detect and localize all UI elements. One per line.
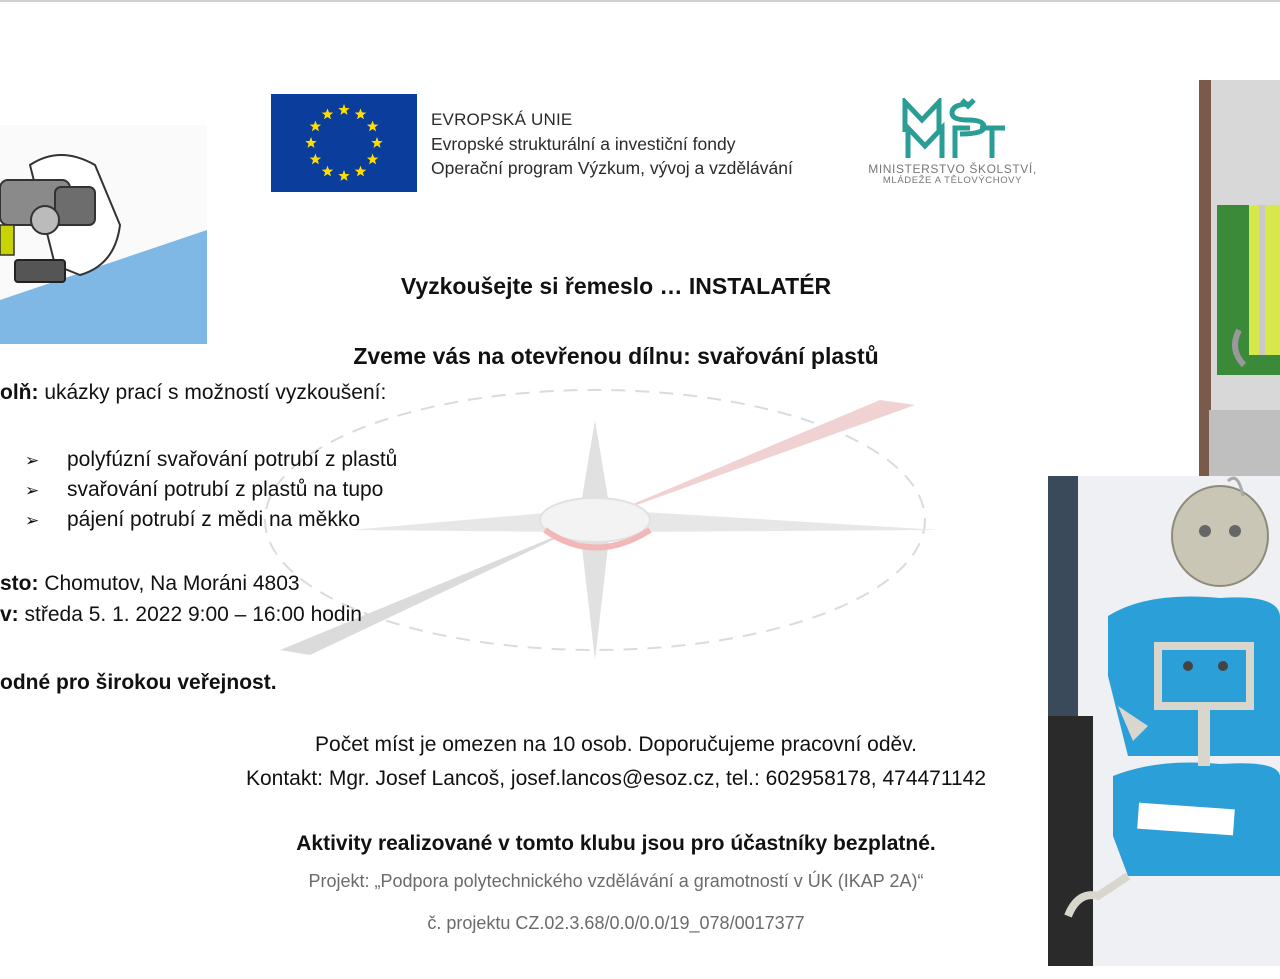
- top-border: [0, 0, 1280, 2]
- eu-star-icon: [310, 154, 321, 165]
- time-value: středa 5. 1. 2022 9:00 – 16:00 hodin: [18, 603, 362, 626]
- eu-star-icon: [355, 166, 366, 177]
- contact-line: Kontakt: Mgr. Josef Lancoš, josef.lancos@esoz.cz, tel.: 602958178, 474471142: [245, 767, 987, 790]
- content-label: olň:: [0, 381, 39, 404]
- poster-subtitle: Zveme vás na otevřenou dílnu: svařování plastů: [353, 343, 879, 369]
- pipe-robot-photo: [1048, 476, 1280, 966]
- arrow-bullet-icon: ➢: [25, 481, 40, 500]
- poster-title: Vyzkoušejte si řemeslo … INSTALATÉR: [400, 273, 832, 299]
- msmt-line2: MLÁDEŽE A TĚLOVÝCHOVY: [882, 175, 1023, 186]
- eu-logo-text: [431, 108, 793, 180]
- capacity-note: Počet míst je omezen na 10 osob. Doporučujeme pracovní oděv.: [315, 733, 917, 756]
- time-label: v:: [0, 603, 19, 626]
- eu-star-icon: [338, 104, 349, 115]
- eu-star-icon: [305, 137, 316, 148]
- place-value: Chomutov, Na Moráni 4803: [38, 572, 300, 595]
- welding-illustration: [0, 125, 207, 344]
- list-item: ➢ pájení potrubí z mědi na měkko: [25, 505, 397, 535]
- eu-star-icon: [367, 154, 378, 165]
- msmt-line1: MINISTERSTVO ŠKOLSTVÍ,: [868, 162, 1037, 176]
- eu-programme-line: Operační program Výzkum, vývoj a vzdělávání: [431, 158, 793, 178]
- eu-heading: EVROPSKÁ UNIE: [431, 110, 573, 129]
- eu-star-icon: [371, 137, 382, 148]
- project-number: č. projektu CZ.02.3.68/0.0/0.0/19_078/0017377: [427, 913, 805, 933]
- arrow-bullet-icon: ➢: [25, 511, 40, 530]
- list-item: ➢ polyfúzní svařování potrubí z plastů: [25, 445, 397, 475]
- msmt-logo-text: [850, 163, 1055, 187]
- eu-funds-line: Evropské strukturální a investiční fondy: [431, 134, 736, 154]
- eu-flag-logo: [271, 94, 417, 192]
- arrow-bullet-icon: ➢: [25, 451, 40, 470]
- compass-watermark: [180, 380, 1040, 730]
- place-line: [0, 571, 300, 597]
- msmt-logo-icon: [900, 98, 1010, 160]
- free-note: Aktivity realizované v tomto klubu jsou pro účastníky bezplatné.: [296, 832, 936, 855]
- eu-star-icon: [355, 108, 366, 119]
- eu-star-icon: [338, 170, 349, 181]
- list-item: ➢ svařování potrubí z plastů na tupo: [25, 475, 397, 505]
- activities-list: [25, 445, 397, 535]
- place-label: sto:: [0, 572, 39, 595]
- eu-star-icon: [367, 121, 378, 132]
- eu-star-icon: [310, 121, 321, 132]
- eu-star-icon: [322, 108, 333, 119]
- time-line: [0, 602, 362, 628]
- suitability-note: odné pro širokou veřejnost.: [0, 671, 277, 694]
- eu-star-icon: [322, 166, 333, 177]
- content-line: [0, 380, 386, 406]
- project-line: Projekt: „Podpora polytechnického vzdělávání a gramotností v ÚK (IKAP 2A)“: [308, 871, 924, 891]
- content-text: ukázky prací s možností vyzkoušení:: [38, 381, 387, 404]
